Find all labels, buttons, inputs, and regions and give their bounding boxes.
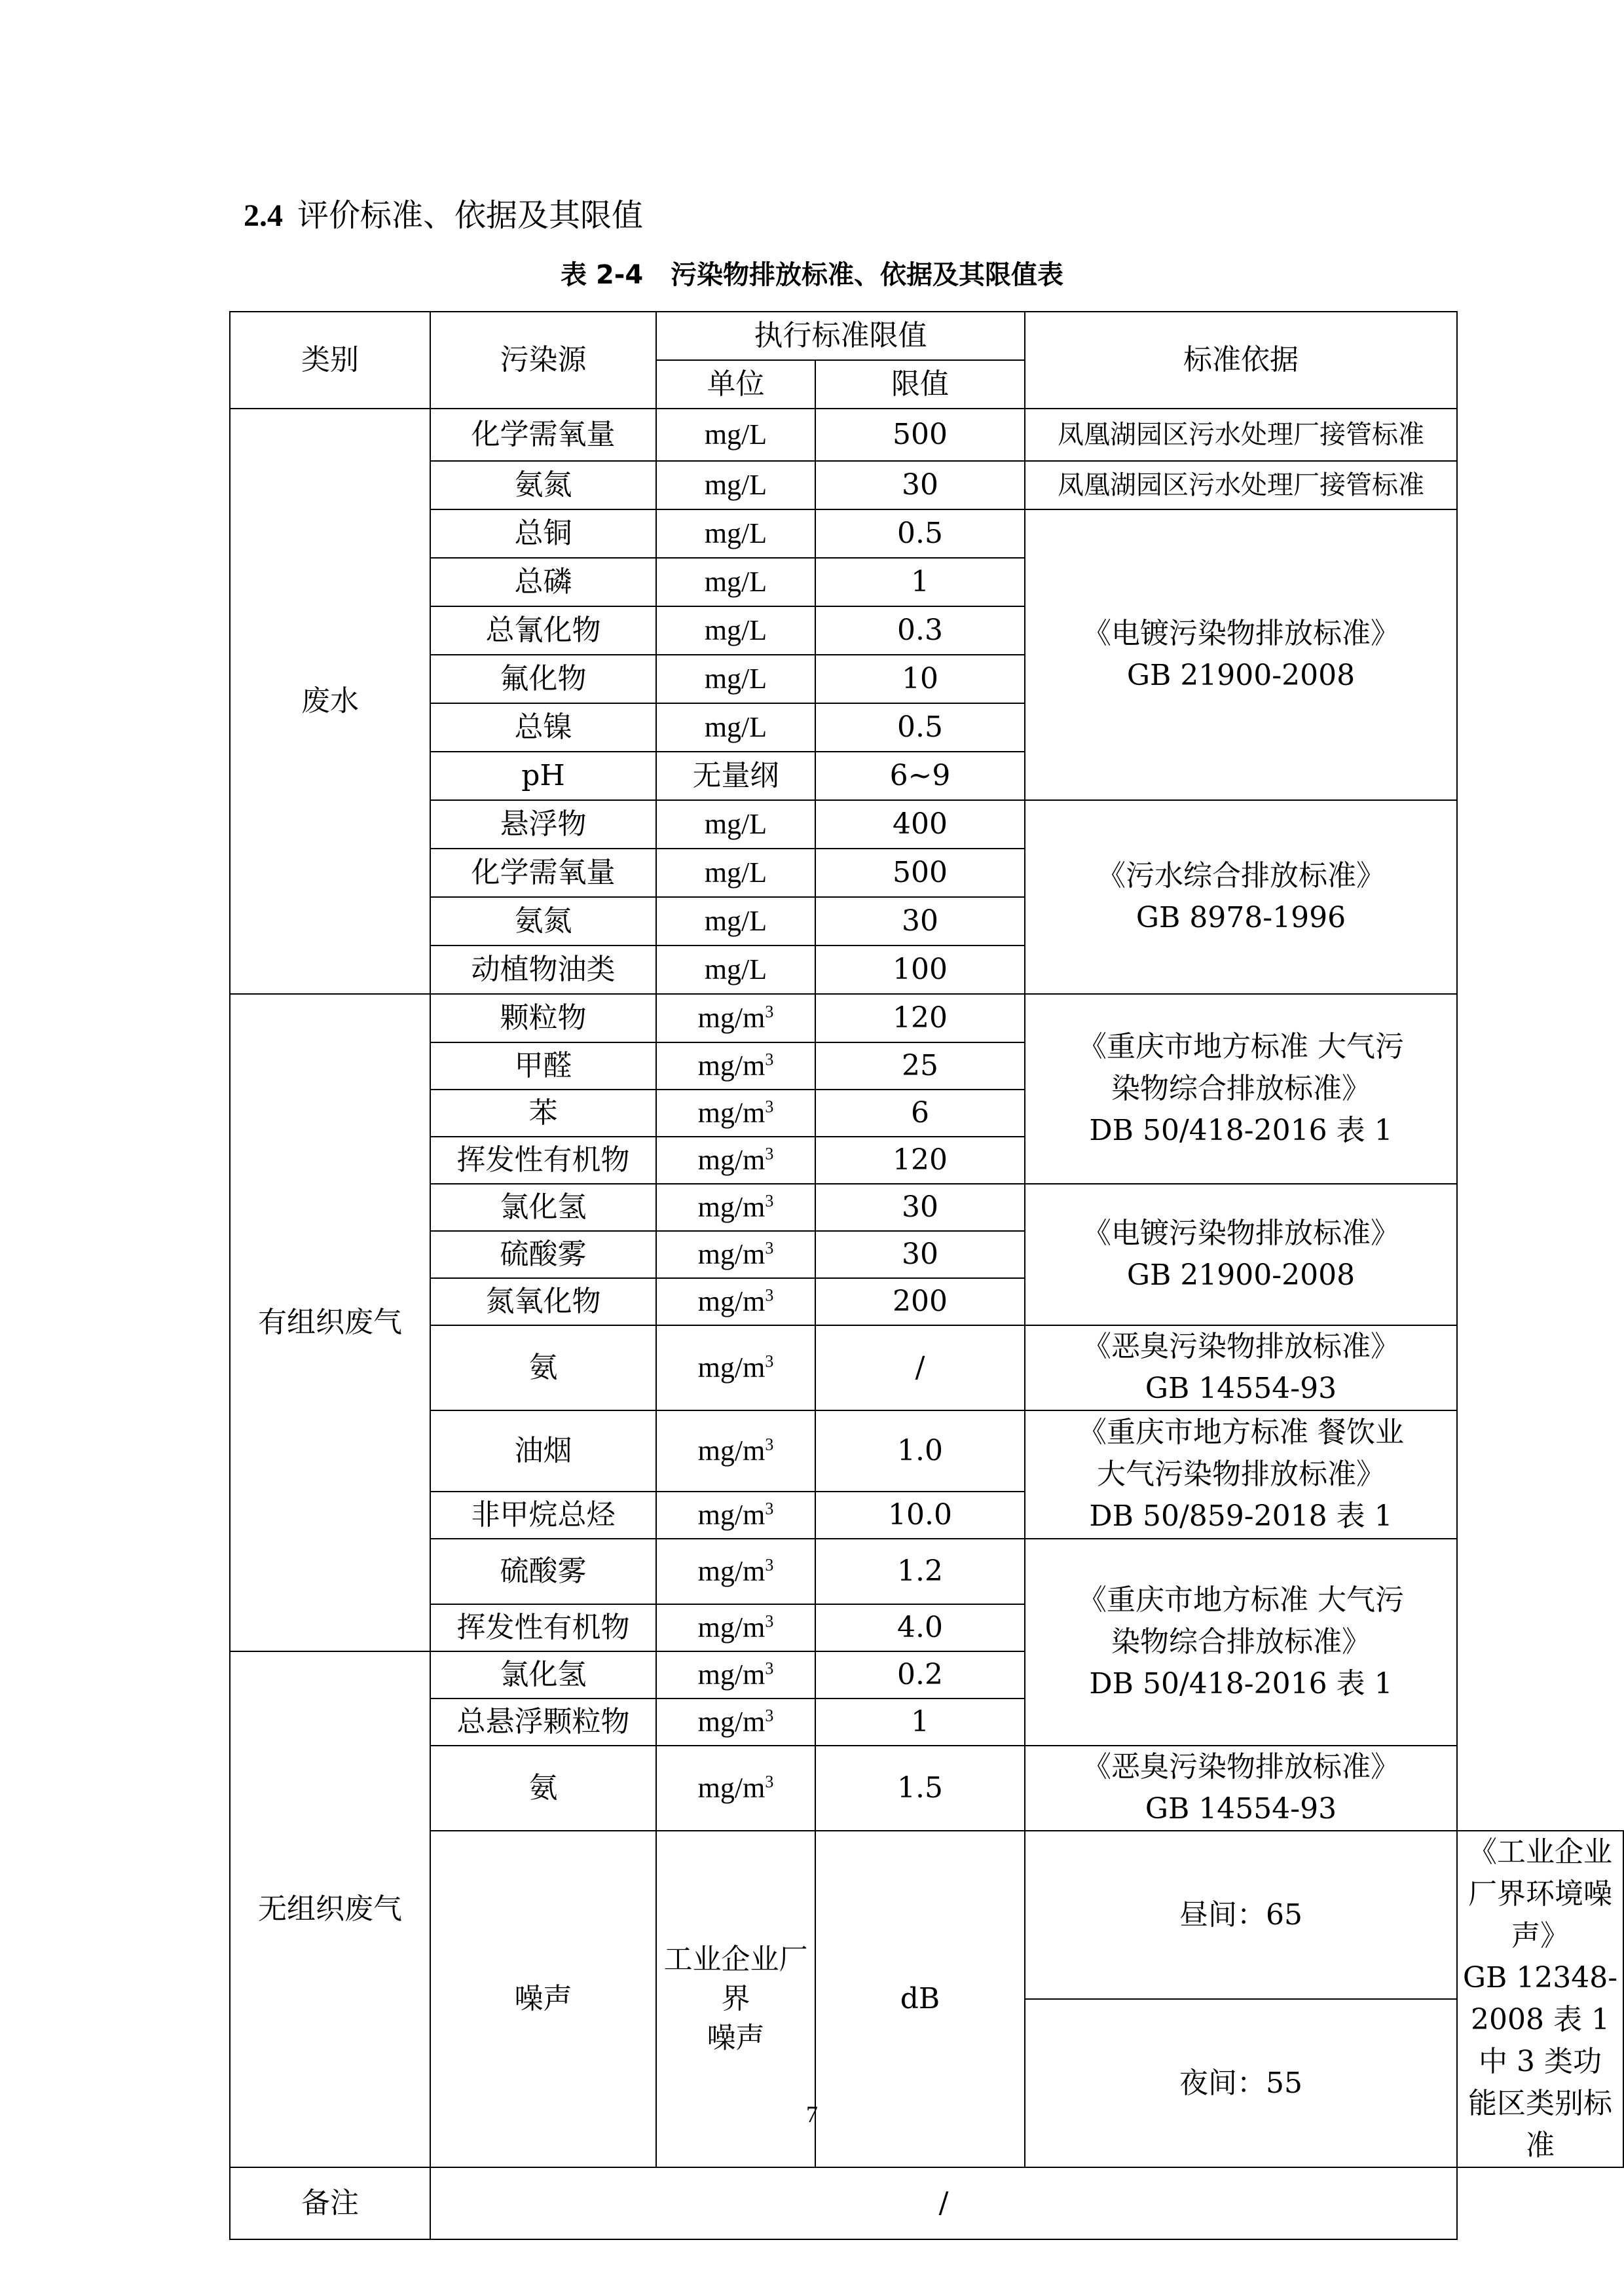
limit-value: 4.0: [815, 1604, 1025, 1651]
unit-cell: [656, 1492, 815, 1539]
unit-text: [698, 1772, 774, 1804]
basis-line: 《工业企业厂界环境噪声》: [1468, 1835, 1612, 1953]
pollutant-source: 总铜: [430, 509, 656, 558]
unit-cell: [656, 1137, 815, 1184]
pollutant-source: 氨: [430, 1746, 656, 1831]
unit-superscript: 3: [765, 1351, 774, 1371]
unit-superscript: 3: [765, 1191, 774, 1211]
table-row: [230, 800, 1623, 849]
unit-text: mg/L: [704, 418, 767, 450]
unit-cell: [656, 558, 815, 606]
unit-superscript: 3: [765, 1002, 774, 1021]
header-unit: 单位: [656, 360, 815, 409]
limit-value: 6~9: [815, 752, 1025, 800]
unit-text: [698, 1499, 774, 1531]
unit-base: mg/m: [697, 1238, 766, 1270]
table-row: [230, 994, 1623, 1042]
unit-text: mg/L: [704, 469, 767, 501]
limit-value: 120: [815, 1137, 1025, 1184]
limit-value: /: [815, 1325, 1025, 1410]
unit-text: mg/L: [704, 517, 767, 549]
basis-line: 《恶臭污染物排放标准》: [1082, 1750, 1399, 1784]
unit-base: mg/m: [697, 1499, 766, 1531]
basis-line: 凤凰湖园区污水处理厂接管标准: [1058, 470, 1424, 500]
unit-base: mg/m: [697, 1706, 766, 1738]
standards-table: [229, 311, 1624, 2240]
limit-value: 1.5: [815, 1746, 1025, 1831]
unit-superscript: 3: [765, 1285, 774, 1305]
unit-cell: [656, 752, 815, 800]
category-wastewater: 废水: [230, 409, 430, 994]
unit-cell: [656, 1090, 815, 1137]
page-number: 7: [806, 2101, 818, 2127]
basis-line: DB 50/418-2016 表 1: [1089, 1114, 1393, 1147]
unit-text: [698, 1097, 774, 1129]
limit-value: 30: [815, 461, 1025, 509]
pollutant-source: 硫酸雾: [430, 1539, 656, 1604]
unit-text: [698, 1351, 774, 1384]
unit-superscript: 3: [765, 1144, 774, 1164]
unit-superscript: 3: [765, 1050, 774, 1069]
basis-cell: [1025, 461, 1457, 509]
pollutant-source: 氯化氢: [430, 1651, 656, 1698]
pollutant-source: 氟化物: [430, 655, 656, 703]
unit-text: [698, 1659, 774, 1691]
basis-line: 《电镀污染物排放标准》: [1082, 617, 1399, 650]
basis-cell: [1025, 994, 1457, 1184]
basis-line: GB 12348-2008 表 1 中 3 类功: [1462, 1961, 1618, 2078]
unit-base: mg/m: [697, 1555, 766, 1587]
pollutant-source: 非甲烷总烃: [430, 1492, 656, 1539]
pollutant-source: 化学需氧量: [430, 409, 656, 461]
limit-value: 200: [815, 1278, 1025, 1325]
limit-value: 1: [815, 1698, 1025, 1746]
unit-base: mg/m: [697, 1097, 766, 1129]
unit-cell: [656, 994, 815, 1042]
unit-text: [698, 1435, 774, 1467]
unit-superscript: 3: [765, 1772, 774, 1791]
unit-text: mg/L: [704, 663, 767, 695]
limit-value: 0.5: [815, 509, 1025, 558]
unit-text: mg/L: [704, 566, 767, 598]
category-remarks: 备注: [230, 2167, 430, 2239]
unit-superscript: 3: [765, 1238, 774, 1258]
pollutant-source: 挥发性有机物: [430, 1604, 656, 1651]
unit-text: [698, 1555, 774, 1587]
basis-line: 《恶臭污染物排放标准》: [1082, 1330, 1399, 1363]
table-row: [230, 1539, 1623, 1604]
unit-base: mg/m: [697, 1144, 766, 1176]
basis-line: 凤凰湖园区污水处理厂接管标准: [1058, 420, 1424, 450]
unit-cell: [656, 1325, 815, 1410]
basis-line: 染物综合排放标准》: [1111, 1072, 1371, 1105]
unit-superscript: 3: [765, 1706, 774, 1725]
unit-cell: [656, 946, 815, 994]
basis-line: GB 21900-2008: [1126, 1258, 1356, 1292]
limit-value: 1.0: [815, 1410, 1025, 1492]
unit-cell: [656, 461, 815, 509]
basis-cell: [1025, 1410, 1457, 1539]
unit-text: mg/L: [704, 614, 767, 646]
basis-line: DB 50/859-2018 表 1: [1089, 1499, 1393, 1533]
table-row: [230, 1184, 1623, 1231]
basis-line: 《电镀污染物排放标准》: [1082, 1217, 1399, 1250]
basis-line: DB 50/418-2016 表 1: [1089, 1667, 1393, 1700]
noise-night-limit: 夜间：55: [1025, 1999, 1457, 2167]
unit-superscript: 3: [765, 1555, 774, 1575]
pollutant-source: 氨氮: [430, 897, 656, 946]
header-basis: 标准依据: [1025, 312, 1457, 409]
unit-cell: [656, 606, 815, 655]
unit-cell: [656, 1539, 815, 1604]
pollutant-source: 氮氧化物: [430, 1278, 656, 1325]
unit-superscript: 3: [765, 1435, 774, 1454]
pollutant-source: 总磷: [430, 558, 656, 606]
basis-line: 《重庆市地方标准 餐饮业: [1078, 1416, 1404, 1449]
category-unorganized-gas: 无组织废气: [230, 1651, 430, 2167]
category-noise: 噪声: [430, 1831, 656, 2167]
table-row: [230, 461, 1623, 509]
basis-line: GB 14554-93: [1145, 1792, 1337, 1826]
unit-superscript: 3: [765, 1611, 774, 1631]
pollutant-source: 颗粒物: [430, 994, 656, 1042]
limit-value: 400: [815, 800, 1025, 849]
unit-text: [698, 1050, 774, 1082]
unit-cell: [656, 409, 815, 461]
pollutant-source: 硫酸雾: [430, 1231, 656, 1278]
unit-text: [698, 1706, 774, 1738]
pollutant-source: 挥发性有机物: [430, 1137, 656, 1184]
unit-cell: [656, 1698, 815, 1746]
pollutant-source: 悬浮物: [430, 800, 656, 849]
pollutant-source: 氯化氢: [430, 1184, 656, 1231]
table-row: [230, 1410, 1623, 1492]
unit-base: mg/m: [697, 1611, 766, 1643]
pollutant-source: 油烟: [430, 1410, 656, 1492]
noise-unit: dB: [815, 1831, 1025, 2167]
unit-cell: [656, 1278, 815, 1325]
unit-cell: [656, 1746, 815, 1831]
table-row: [230, 1325, 1623, 1410]
basis-cell: [1025, 1184, 1457, 1325]
limit-value: 500: [815, 409, 1025, 461]
unit-superscript: 3: [765, 1097, 774, 1116]
section-title: 评价标准、依据及其限值: [297, 197, 644, 234]
table-row: [230, 312, 1623, 360]
unit-cell: [656, 1651, 815, 1698]
unit-cell: [656, 1184, 815, 1231]
pollutant-source: 总镍: [430, 703, 656, 752]
pollutant-source: 总氰化物: [430, 606, 656, 655]
unit-text: [698, 1285, 774, 1317]
unit-text: [698, 1191, 774, 1223]
unit-cell: [656, 897, 815, 946]
limit-value: 30: [815, 897, 1025, 946]
pollutant-source: pH: [430, 752, 656, 800]
unit-text: 无量纲: [692, 759, 779, 792]
pollutant-source: 动植物油类: [430, 946, 656, 994]
noise-source-line: 噪声: [707, 2021, 765, 2055]
limit-value: 0.3: [815, 606, 1025, 655]
unit-base: mg/m: [697, 1191, 766, 1223]
noise-day-limit: 昼间：65: [1025, 1831, 1457, 1999]
noise-source-line: 工业企业厂界: [663, 1943, 808, 2015]
basis-line: 《污水综合排放标准》: [1097, 859, 1385, 892]
unit-text: [698, 1002, 774, 1034]
unit-text: mg/L: [704, 905, 767, 937]
unit-cell: [656, 1410, 815, 1492]
limit-value: 500: [815, 849, 1025, 897]
standards-table-body: [230, 312, 1623, 2239]
basis-line: 《重庆市地方标准 大气污: [1078, 1030, 1404, 1063]
unit-text: [698, 1238, 774, 1270]
limit-value: 0.5: [815, 703, 1025, 752]
unit-base: mg/m: [697, 1285, 766, 1317]
unit-text: [698, 1611, 774, 1643]
limit-value: 10: [815, 655, 1025, 703]
basis-line: GB 8978-1996: [1135, 901, 1346, 934]
basis-cell: [1025, 1325, 1457, 1410]
unit-cell: [656, 800, 815, 849]
section-number: 2.4: [244, 198, 283, 233]
pollutant-source: 化学需氧量: [430, 849, 656, 897]
basis-cell: [1025, 409, 1457, 461]
header-standard-limits: 执行标准限值: [656, 312, 1025, 360]
basis-cell: [1025, 509, 1457, 800]
header-source: 污染源: [430, 312, 656, 409]
basis-cell: [1025, 1539, 1457, 1746]
limit-value: 0.2: [815, 1651, 1025, 1698]
unit-base: mg/m: [697, 1351, 766, 1384]
unit-text: mg/L: [704, 808, 767, 840]
remarks-value: /: [430, 2167, 1457, 2239]
basis-line: GB 21900-2008: [1126, 659, 1356, 692]
limit-value: 120: [815, 994, 1025, 1042]
limit-value: 30: [815, 1231, 1025, 1278]
limit-value: 1: [815, 558, 1025, 606]
table-caption: 表 2-4 污染物排放标准、依据及其限值表: [561, 260, 1063, 290]
unit-superscript: 3: [765, 1499, 774, 1518]
basis-line: 能区类别标准: [1468, 2087, 1612, 2162]
limit-value: 100: [815, 946, 1025, 994]
unit-cell: [656, 509, 815, 558]
standards-table-wrapper: [229, 311, 1624, 2240]
basis-cell: [1025, 1746, 1457, 1831]
unit-text: [698, 1144, 774, 1176]
table-row: [230, 509, 1623, 558]
unit-cell: [656, 1042, 815, 1090]
table-row: [230, 1831, 1623, 1999]
pollutant-source: 甲醛: [430, 1042, 656, 1090]
table-row: [230, 2167, 1623, 2239]
unit-cell: [656, 655, 815, 703]
header-limit: 限值: [815, 360, 1025, 409]
pollutant-source: 苯: [430, 1090, 656, 1137]
basis-cell: [1025, 800, 1457, 994]
pollutant-source: 总悬浮颗粒物: [430, 1698, 656, 1746]
unit-base: mg/m: [697, 1002, 766, 1034]
limit-value: 1.2: [815, 1539, 1025, 1604]
limit-value: 30: [815, 1184, 1025, 1231]
basis-line: 大气污染物排放标准》: [1097, 1458, 1385, 1491]
unit-text: mg/L: [704, 953, 767, 985]
basis-line: 《重庆市地方标准 大气污: [1078, 1583, 1404, 1617]
section-heading: [244, 190, 643, 235]
basis-line: 染物综合排放标准》: [1111, 1625, 1371, 1659]
unit-cell: [656, 1604, 815, 1651]
pollutant-source: 氨: [430, 1325, 656, 1410]
table-row: [230, 1746, 1623, 1831]
limit-value: 10.0: [815, 1492, 1025, 1539]
unit-text: mg/L: [704, 856, 767, 889]
limit-value: 25: [815, 1042, 1025, 1090]
unit-base: mg/m: [697, 1772, 766, 1804]
category-organized-gas: 有组织废气: [230, 994, 430, 1651]
unit-base: mg/m: [697, 1659, 766, 1691]
table-row: [230, 409, 1623, 461]
pollutant-source: 氨氮: [430, 461, 656, 509]
header-category: 类别: [230, 312, 430, 409]
unit-text: mg/L: [704, 711, 767, 743]
unit-cell: [656, 1231, 815, 1278]
unit-base: mg/m: [697, 1435, 766, 1467]
basis-line: GB 14554-93: [1145, 1372, 1337, 1405]
unit-superscript: 3: [765, 1659, 774, 1678]
limit-value: 6: [815, 1090, 1025, 1137]
unit-cell: [656, 703, 815, 752]
unit-cell: [656, 849, 815, 897]
unit-base: mg/m: [697, 1050, 766, 1082]
